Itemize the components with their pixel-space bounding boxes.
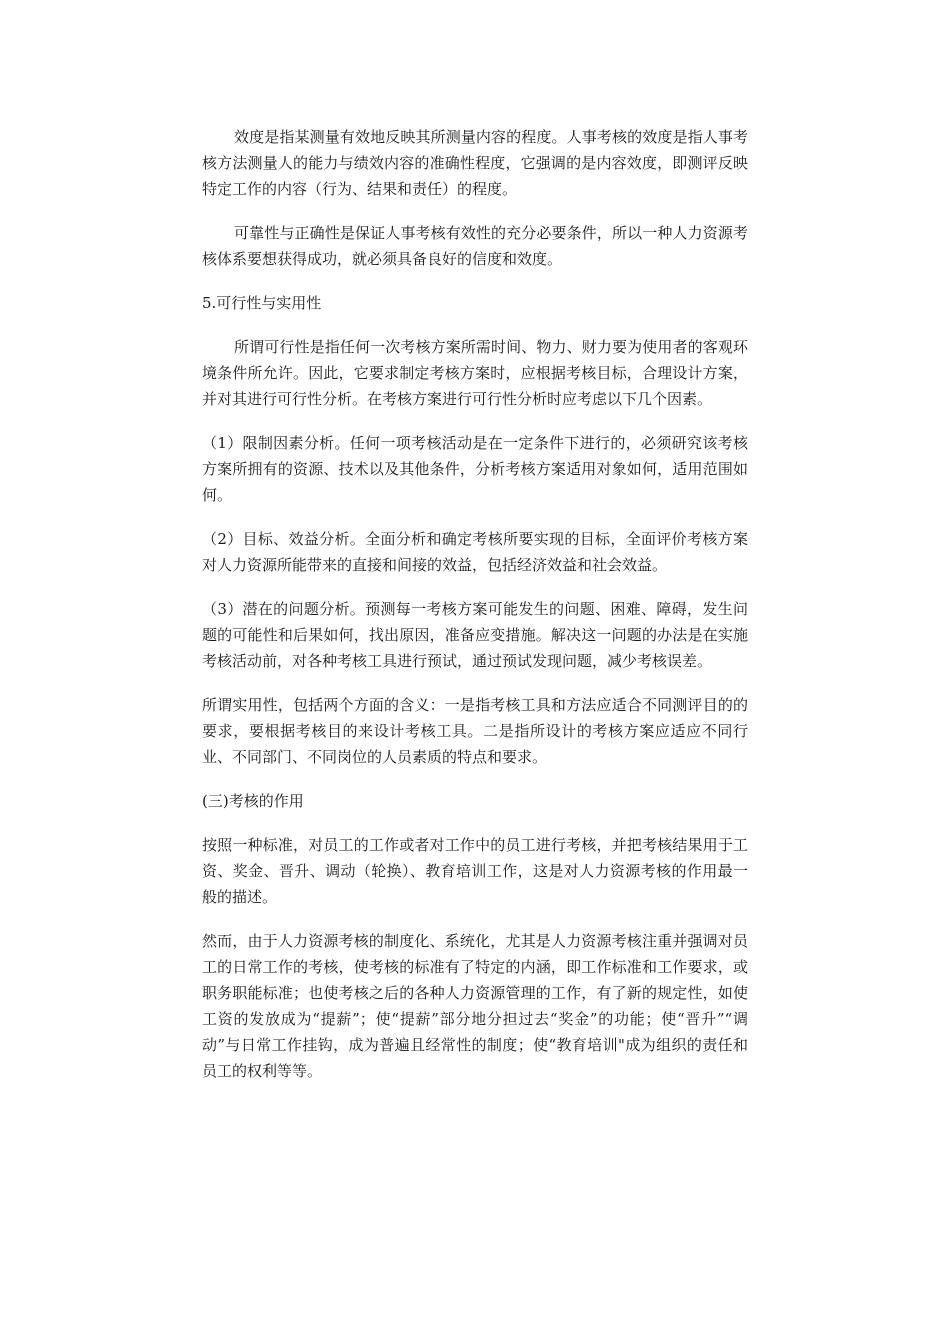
section-heading-feasibility: 5.可行性与实用性 xyxy=(202,294,322,312)
paragraph-systematization: 然而，由于人力资源考核的制度化、系统化，尤其是人力资源考核注重并强调对员工的日常工作的考核，使考核的标准有了特定的内涵，即工作标准和工作要求，或职务职能标准；也使考核之后的各种人力资源管理的工作，有了新的规定性，如使工资的发放成为“提薪”；使“提薪”部分地分担过去“奖金”的功能；使“晋升”“调动”与日常工作挂钩，成为普遍且经常性的制度；使“教育培训"成为组织的责任和员工的权利等等。 xyxy=(202,932,748,1080)
section-heading-role-of-assessment: (三)考核的作用 xyxy=(202,792,304,810)
document-body xyxy=(202,124,748,1102)
paragraph-validity: 效度是指某测量有效地反映其所测量内容的程度。人事考核的效度是指人事考核方法测量人的能力与绩效内容的准确性程度，它强调的是内容效度，即测评反映特定工作的内容（行为、结果和责任）的程度。 xyxy=(202,128,748,198)
paragraph-feasibility: 所谓可行性是指任何一次考核方案所需时间、物力、财力要为使用者的客观环境条件所允许。因此，它要求制定考核方案时，应根据考核目标，合理设计方案，并对其进行可行性分析。在考核方案进行可行性分析时应考虑以下几个因素。 xyxy=(202,338,748,408)
paragraph-practicality: 所谓实用性，包括两个方面的含义：一是指考核工具和方法应适合不同测评目的的要求，要根据考核目的来设计考核工具。二是指所设计的考核方案应适应不同行业、不同部门、不同岗位的人员素质的特点和要求。 xyxy=(202,696,748,766)
paragraph-goal-benefit-analysis: （2）目标、效益分析。全面分析和确定考核所要实现的目标，全面评价考核方案对人力资源所能带来的直接和间接的效益，包括经济效益和社会效益。 xyxy=(202,530,748,574)
paragraph-constraint-analysis: （1）限制因素分析。任何一项考核活动是在一定条件下进行的，必须研究该考核方案所拥有的资源、技术以及其他条件，分析考核方案适用对象如何，适用范围如何。 xyxy=(202,434,748,504)
paragraph-reliability-conclusion: 可靠性与正确性是保证人事考核有效性的充分必要条件，所以一种人力资源考核体系要想获得成功，就必须具备良好的信度和效度。 xyxy=(202,224,748,268)
paragraph-potential-problem-analysis: （3）潜在的问题分析。预测每一考核方案可能发生的问题、困难、障碍，发生问题的可能性和后果如何，找出原因，准备应变措施。解决这一问题的办法是在实施考核活动前，对各种考核工具进行预试，通过预试发现问题，减少考核误差。 xyxy=(202,600,748,670)
paragraph-general-role: 按照一种标准，对员工的工作或者对工作中的员工进行考核，并把考核结果用于工资、奖金、晋升、调动（轮换）、教育培训工作，这是对人力资源考核的作用最一般的描述。 xyxy=(202,836,748,906)
